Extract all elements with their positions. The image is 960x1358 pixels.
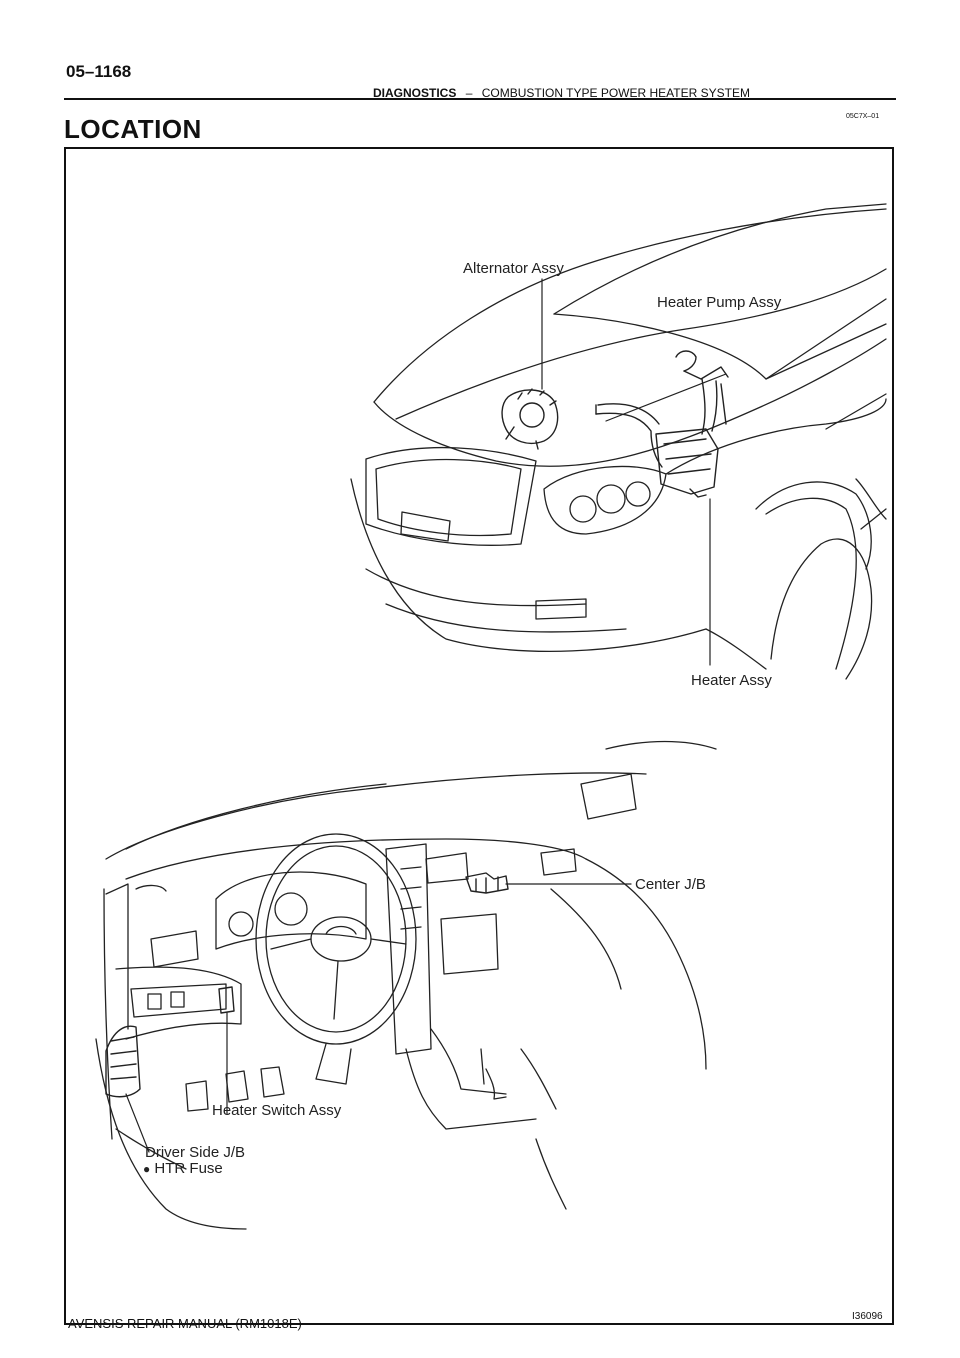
callout-center-jb: Center J/B xyxy=(635,876,706,893)
car-leader-lines xyxy=(542,279,726,665)
subsection-name: COMBUSTION TYPE POWER HEATER SYSTEM xyxy=(481,86,750,100)
alternator-component xyxy=(502,389,558,449)
doc-code: 05C7X–01 xyxy=(846,113,880,120)
callout-alternator-assy: Alternator Assy xyxy=(463,260,564,277)
header-separator: – xyxy=(465,86,473,100)
page-number: 05–1168 xyxy=(66,62,132,81)
callout-driver-side-jb: Driver Side J/B xyxy=(145,1144,246,1161)
bullet-icon: ● xyxy=(143,1162,151,1176)
callout-htr-fuse xyxy=(143,1160,223,1177)
figure-id: I36096 xyxy=(852,1311,883,1322)
car-body-drawing xyxy=(351,204,886,679)
header-rule xyxy=(64,98,896,100)
callout-heater-assy: Heater Assy xyxy=(691,672,772,689)
heater-assy-component xyxy=(596,351,728,497)
callout-heater-switch-assy: Heater Switch Assy xyxy=(212,1102,342,1119)
section-title: LOCATION xyxy=(64,114,202,144)
callout-heater-pump-assy: Heater Pump Assy xyxy=(657,294,782,311)
dashboard-leader-lines xyxy=(126,884,631,1152)
htr-fuse-label: HTR Fuse xyxy=(154,1160,223,1177)
section-name: DIAGNOSTICS xyxy=(373,86,457,100)
footer: AVENSIS REPAIR MANUAL (RM1018E) xyxy=(68,1316,302,1331)
